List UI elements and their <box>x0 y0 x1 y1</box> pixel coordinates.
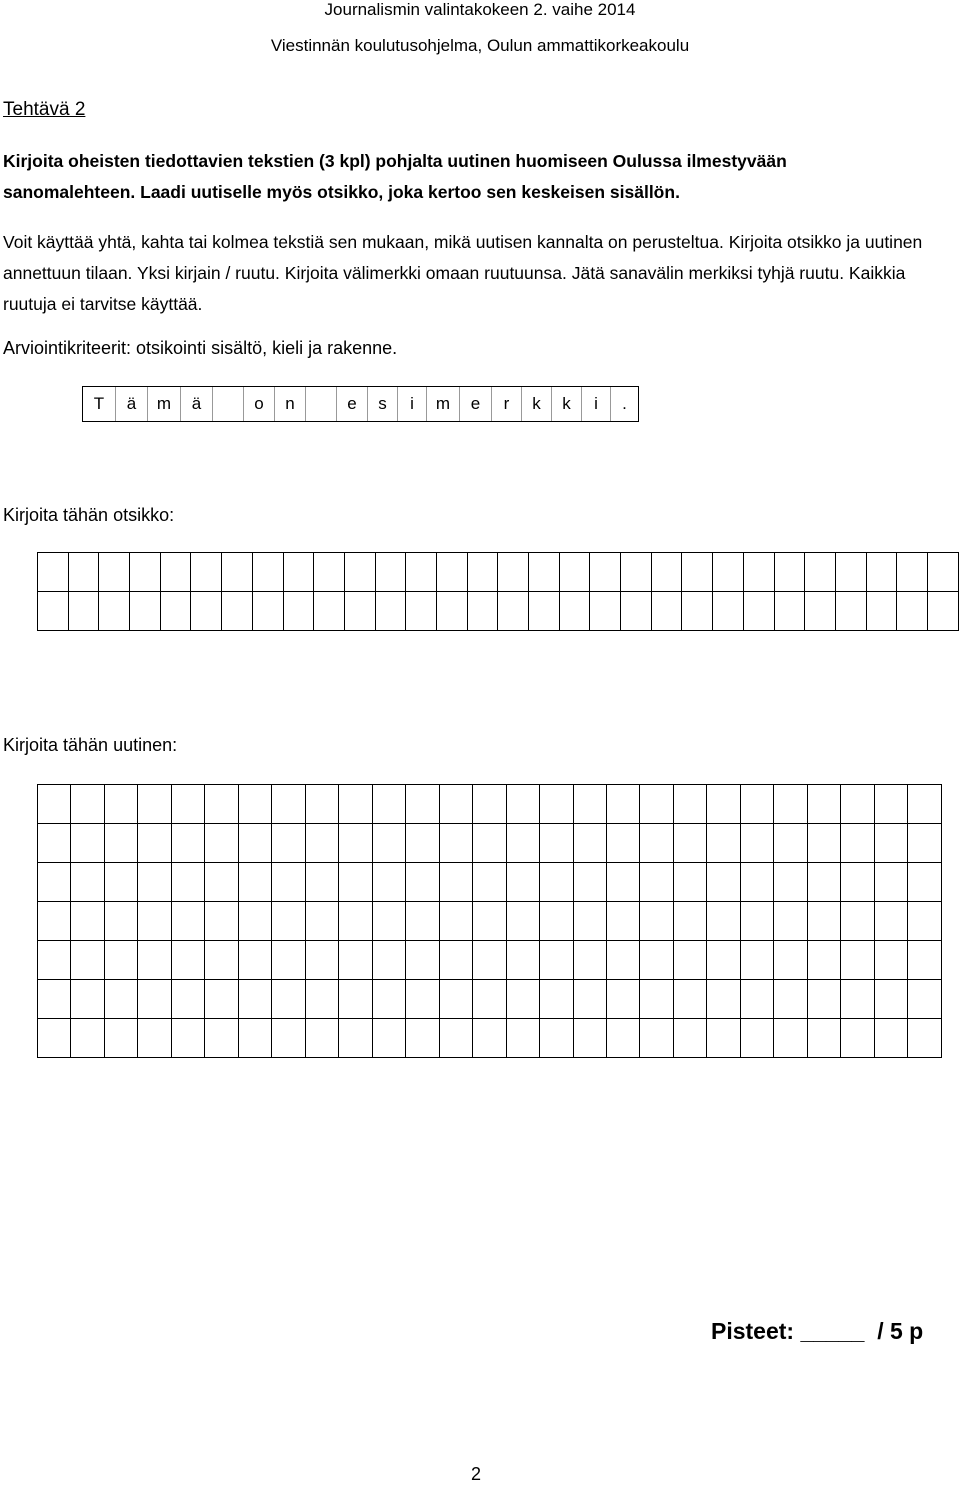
grid-cell[interactable] <box>897 592 928 631</box>
grid-cell[interactable] <box>344 553 375 592</box>
grid-cell[interactable] <box>38 824 71 863</box>
grid-cell[interactable] <box>673 863 706 902</box>
grid-cell[interactable] <box>473 1019 506 1058</box>
grid-cell[interactable] <box>807 980 840 1019</box>
grid-cell[interactable] <box>272 902 305 941</box>
grid-cell[interactable] <box>874 1019 907 1058</box>
grid-cell[interactable] <box>897 553 928 592</box>
grid-cell[interactable] <box>38 553 69 592</box>
grid-cell[interactable] <box>272 1019 305 1058</box>
grid-cell[interactable] <box>529 553 560 592</box>
grid-cell[interactable] <box>205 902 238 941</box>
example-cell: m <box>147 387 180 421</box>
grid-cell[interactable] <box>439 863 472 902</box>
grid-cell[interactable] <box>439 824 472 863</box>
grid-cell[interactable] <box>707 902 740 941</box>
grid-cell[interactable] <box>436 553 467 592</box>
grid-row <box>38 824 942 863</box>
grid-cell[interactable] <box>68 553 99 592</box>
grid-cell[interactable] <box>439 941 472 980</box>
grid-cell[interactable] <box>375 553 406 592</box>
grid-cell[interactable] <box>774 980 807 1019</box>
grid-cell[interactable] <box>673 824 706 863</box>
example-cell: T <box>82 387 115 421</box>
grid-cell[interactable] <box>305 980 338 1019</box>
grid-cell[interactable] <box>874 941 907 980</box>
grid-cell[interactable] <box>606 863 639 902</box>
task-guidelines: Voit käyttää yhtä, kahta tai kolmea tekstiä sen mukaan, mikä uutisen kannalta on perusteltua. Kirjoita otsikko ja uutinen annettuun tilaan. Yksi kirjain / ruutu. Kirjoita välimerkki omaan ruutuunsa. Jätä sanavälin merkiksi tyhjä ruutu. Kaikkia ruutuja ei tarvitse käyttää. <box>3 232 923 314</box>
example-cell: o <box>243 387 274 421</box>
grid-cell[interactable] <box>305 941 338 980</box>
grid-cell[interactable] <box>573 824 606 863</box>
grid-cell[interactable] <box>841 1019 874 1058</box>
grid-cell[interactable] <box>651 553 682 592</box>
grid-cell[interactable] <box>640 1019 673 1058</box>
grid-cell[interactable] <box>406 941 439 980</box>
grid-cell[interactable] <box>540 863 573 902</box>
grid-cell[interactable] <box>740 941 773 980</box>
grid-cell[interactable] <box>506 785 539 824</box>
grid-cell[interactable] <box>238 863 271 902</box>
grid-row <box>38 941 942 980</box>
grid-cell[interactable] <box>473 863 506 902</box>
grid-cell[interactable] <box>138 980 171 1019</box>
grid-cell[interactable] <box>506 902 539 941</box>
grid-cell[interactable] <box>707 941 740 980</box>
grid-cell[interactable] <box>104 863 137 902</box>
grid-cell[interactable] <box>238 902 271 941</box>
grid-cell[interactable] <box>590 592 621 631</box>
grid-row <box>38 592 959 631</box>
grid-cell[interactable] <box>71 785 104 824</box>
grid-cell[interactable] <box>506 824 539 863</box>
grid-cell[interactable] <box>372 980 405 1019</box>
grid-cell[interactable] <box>498 592 529 631</box>
grid-cell[interactable] <box>573 980 606 1019</box>
grid-cell[interactable] <box>807 1019 840 1058</box>
grid-cell[interactable] <box>540 1019 573 1058</box>
grid-cell[interactable] <box>606 824 639 863</box>
grid-cell[interactable] <box>573 863 606 902</box>
grid-cell[interactable] <box>339 785 372 824</box>
grid-cell[interactable] <box>908 902 942 941</box>
grid-cell[interactable] <box>283 553 314 592</box>
grid-cell[interactable] <box>171 785 204 824</box>
grid-cell[interactable] <box>372 824 405 863</box>
title-writing-grid <box>37 552 959 631</box>
example-cell: i <box>581 387 610 421</box>
grid-cell[interactable] <box>506 941 539 980</box>
grid-cell[interactable] <box>339 941 372 980</box>
grid-cell[interactable] <box>540 980 573 1019</box>
example-cell: e <box>459 387 491 421</box>
body-section-label: Kirjoita tähän uutinen: <box>3 735 178 755</box>
grid-cell[interactable] <box>406 980 439 1019</box>
grid-cell[interactable] <box>191 592 222 631</box>
task-instruction: Kirjoita oheisten tiedottavien tekstien (3 kpl) pohjalta uutinen huomiseen Oulussa ilmestyvään sanomalehteen. Laadi uutiselle myös otsikko, joka kertoo sen keskeisen sisällön. <box>3 151 787 202</box>
grid-cell[interactable] <box>640 902 673 941</box>
grid-cell[interactable] <box>606 785 639 824</box>
grid-cell[interactable] <box>805 592 836 631</box>
grid-cell[interactable] <box>841 824 874 863</box>
grid-cell[interactable] <box>774 902 807 941</box>
grid-cell[interactable] <box>171 941 204 980</box>
grid-cell[interactable] <box>682 592 713 631</box>
grid-cell[interactable] <box>774 941 807 980</box>
grid-cell[interactable] <box>439 980 472 1019</box>
grid-cell[interactable] <box>205 785 238 824</box>
grid-cell[interactable] <box>439 902 472 941</box>
grid-cell[interactable] <box>908 1019 942 1058</box>
grid-cell[interactable] <box>908 785 942 824</box>
task-title: Tehtävä 2 <box>3 99 86 120</box>
grid-cell[interactable] <box>238 980 271 1019</box>
grid-cell[interactable] <box>238 785 271 824</box>
grid-cell[interactable] <box>71 1019 104 1058</box>
grid-cell[interactable] <box>272 941 305 980</box>
grid-cell[interactable] <box>707 980 740 1019</box>
grid-cell[interactable] <box>841 785 874 824</box>
grid-cell[interactable] <box>473 785 506 824</box>
grid-cell[interactable] <box>473 824 506 863</box>
grid-cell[interactable] <box>841 941 874 980</box>
grid-cell[interactable] <box>640 785 673 824</box>
grid-cell[interactable] <box>467 553 498 592</box>
grid-cell[interactable] <box>406 902 439 941</box>
grid-cell[interactable] <box>104 785 137 824</box>
grid-cell[interactable] <box>807 863 840 902</box>
example-cell <box>212 387 243 421</box>
grid-cell[interactable] <box>406 863 439 902</box>
grid-cell[interactable] <box>866 553 897 592</box>
grid-cell[interactable] <box>707 863 740 902</box>
grid-cell[interactable] <box>743 553 774 592</box>
grid-cell[interactable] <box>238 941 271 980</box>
grid-cell[interactable] <box>506 863 539 902</box>
example-cell: ä <box>115 387 147 421</box>
grid-cell[interactable] <box>908 863 942 902</box>
grid-cell[interactable] <box>874 824 907 863</box>
grid-cell[interactable] <box>473 941 506 980</box>
grid-cell[interactable] <box>71 980 104 1019</box>
grid-cell[interactable] <box>740 863 773 902</box>
grid-cell[interactable] <box>406 553 437 592</box>
grid-cell[interactable] <box>807 902 840 941</box>
grid-cell[interactable] <box>372 1019 405 1058</box>
grid-cell[interactable] <box>339 863 372 902</box>
grid-row <box>38 553 959 592</box>
grid-cell[interactable] <box>807 941 840 980</box>
grid-cell[interactable] <box>640 980 673 1019</box>
grid-cell[interactable] <box>305 863 338 902</box>
grid-cell[interactable] <box>774 553 805 592</box>
grid-cell[interactable] <box>908 980 942 1019</box>
grid-cell[interactable] <box>406 1019 439 1058</box>
grid-cell[interactable] <box>372 863 405 902</box>
example-cell: r <box>491 387 521 421</box>
grid-cell[interactable] <box>160 553 191 592</box>
grid-cell[interactable] <box>38 902 71 941</box>
grid-cell[interactable] <box>406 592 437 631</box>
grid-cell[interactable] <box>606 902 639 941</box>
grid-cell[interactable] <box>673 785 706 824</box>
grid-cell[interactable] <box>71 863 104 902</box>
grid-cell[interactable] <box>835 553 866 592</box>
grid-cell[interactable] <box>38 941 71 980</box>
example-cell: i <box>397 387 426 421</box>
grid-cell[interactable] <box>707 1019 740 1058</box>
example-cell: ä <box>180 387 212 421</box>
grid-cell[interactable] <box>344 592 375 631</box>
grid-cell[interactable] <box>707 785 740 824</box>
grid-cell[interactable] <box>606 941 639 980</box>
grid-cell[interactable] <box>606 1019 639 1058</box>
grid-cell[interactable] <box>38 785 71 824</box>
grid-cell[interactable] <box>573 785 606 824</box>
grid-cell[interactable] <box>406 824 439 863</box>
grid-cell[interactable] <box>339 980 372 1019</box>
grid-cell[interactable] <box>682 553 713 592</box>
grid-cell[interactable] <box>874 980 907 1019</box>
grid-row <box>38 785 942 824</box>
grid-cell[interactable] <box>305 824 338 863</box>
example-letter-row <box>82 386 639 422</box>
grid-cell[interactable] <box>339 824 372 863</box>
grid-cell[interactable] <box>71 941 104 980</box>
grid-cell[interactable] <box>272 863 305 902</box>
grid-cell[interactable] <box>606 980 639 1019</box>
example-cell: n <box>274 387 305 421</box>
grid-cell[interactable] <box>807 824 840 863</box>
grid-cell[interactable] <box>590 553 621 592</box>
grid-cell[interactable] <box>529 592 560 631</box>
grid-cell[interactable] <box>138 785 171 824</box>
grid-cell[interactable] <box>171 902 204 941</box>
grid-cell[interactable] <box>38 980 71 1019</box>
title-section-label: Kirjoita tähän otsikko: <box>3 505 175 525</box>
grid-row <box>38 863 942 902</box>
grid-cell[interactable] <box>205 1019 238 1058</box>
header-program-name: Viestinnän koulutusohjelma, Oulun ammattikorkeakoulu <box>270 36 690 55</box>
grid-cell[interactable] <box>99 553 130 592</box>
grid-cell[interactable] <box>740 824 773 863</box>
grid-cell[interactable] <box>283 592 314 631</box>
grid-cell[interactable] <box>38 863 71 902</box>
grid-cell[interactable] <box>506 980 539 1019</box>
body-writing-grid <box>37 784 942 1058</box>
grid-cell[interactable] <box>774 592 805 631</box>
grid-cell[interactable] <box>205 980 238 1019</box>
grid-cell[interactable] <box>807 785 840 824</box>
grid-cell[interactable] <box>841 902 874 941</box>
grid-cell[interactable] <box>138 824 171 863</box>
grid-cell[interactable] <box>191 553 222 592</box>
grid-cell[interactable] <box>104 941 137 980</box>
grid-cell[interactable] <box>439 785 472 824</box>
grid-cell[interactable] <box>160 592 191 631</box>
grid-row <box>38 902 942 941</box>
grid-cell[interactable] <box>651 592 682 631</box>
grid-cell[interactable] <box>252 553 283 592</box>
grid-cell[interactable] <box>774 1019 807 1058</box>
grid-cell[interactable] <box>740 1019 773 1058</box>
grid-cell[interactable] <box>740 902 773 941</box>
grid-cell[interactable] <box>104 824 137 863</box>
grid-cell[interactable] <box>375 592 406 631</box>
grid-cell[interactable] <box>71 824 104 863</box>
grid-cell[interactable] <box>540 785 573 824</box>
grid-cell[interactable] <box>171 980 204 1019</box>
grid-cell[interactable] <box>874 863 907 902</box>
grid-cell[interactable] <box>673 902 706 941</box>
grid-cell[interactable] <box>138 941 171 980</box>
grid-cell[interactable] <box>272 980 305 1019</box>
grid-cell[interactable] <box>467 592 498 631</box>
grid-cell[interactable] <box>908 941 942 980</box>
grid-cell[interactable] <box>238 824 271 863</box>
grid-cell[interactable] <box>305 785 338 824</box>
grid-cell[interactable] <box>104 902 137 941</box>
grid-cell[interactable] <box>473 902 506 941</box>
grid-cell[interactable] <box>272 824 305 863</box>
grid-cell[interactable] <box>339 1019 372 1058</box>
grid-cell[interactable] <box>205 863 238 902</box>
grid-cell[interactable] <box>743 592 774 631</box>
grid-cell[interactable] <box>99 592 130 631</box>
header-exam-title: Journalismin valintakokeen 2. vaihe 2014 <box>324 0 636 19</box>
example-cell: k <box>551 387 581 421</box>
grid-cell[interactable] <box>713 553 744 592</box>
grid-cell[interactable] <box>305 902 338 941</box>
grid-cell[interactable] <box>640 863 673 902</box>
grid-cell[interactable] <box>841 980 874 1019</box>
grid-cell[interactable] <box>713 592 744 631</box>
grid-cell[interactable] <box>222 553 253 592</box>
grid-cell[interactable] <box>339 902 372 941</box>
grid-cell[interactable] <box>130 553 161 592</box>
grid-cell[interactable] <box>707 824 740 863</box>
grid-cell[interactable] <box>673 1019 706 1058</box>
grid-cell[interactable] <box>406 785 439 824</box>
grid-cell[interactable] <box>38 592 69 631</box>
grid-row <box>38 980 942 1019</box>
grid-cell[interactable] <box>805 553 836 592</box>
grid-cell[interactable] <box>314 592 345 631</box>
grid-cell[interactable] <box>305 1019 338 1058</box>
grid-cell[interactable] <box>866 592 897 631</box>
grid-cell[interactable] <box>252 592 283 631</box>
grid-cell[interactable] <box>498 553 529 592</box>
grid-cell[interactable] <box>68 592 99 631</box>
grid-row <box>38 1019 942 1058</box>
grid-cell[interactable] <box>927 553 958 592</box>
grid-cell[interactable] <box>774 863 807 902</box>
grid-cell[interactable] <box>621 553 652 592</box>
grid-cell[interactable] <box>673 980 706 1019</box>
grid-cell[interactable] <box>238 1019 271 1058</box>
grid-cell[interactable] <box>841 863 874 902</box>
grid-cell[interactable] <box>673 941 706 980</box>
grid-cell[interactable] <box>372 902 405 941</box>
grid-cell[interactable] <box>439 1019 472 1058</box>
grid-cell[interactable] <box>774 824 807 863</box>
grid-cell[interactable] <box>927 592 958 631</box>
grid-cell[interactable] <box>314 553 345 592</box>
example-cell: e <box>336 387 367 421</box>
grid-cell[interactable] <box>874 902 907 941</box>
grid-cell[interactable] <box>138 863 171 902</box>
grid-cell[interactable] <box>774 785 807 824</box>
grid-cell[interactable] <box>640 941 673 980</box>
grid-cell[interactable] <box>205 941 238 980</box>
grid-cell[interactable] <box>38 1019 71 1058</box>
example-cell: m <box>426 387 459 421</box>
grid-cell[interactable] <box>506 1019 539 1058</box>
grid-cell[interactable] <box>621 592 652 631</box>
grid-cell[interactable] <box>372 785 405 824</box>
grid-cell[interactable] <box>540 902 573 941</box>
grid-cell[interactable] <box>272 785 305 824</box>
grid-cell[interactable] <box>205 824 238 863</box>
grid-cell[interactable] <box>573 1019 606 1058</box>
grid-cell[interactable] <box>130 592 161 631</box>
grid-cell[interactable] <box>104 1019 137 1058</box>
grid-cell[interactable] <box>559 553 590 592</box>
grid-cell[interactable] <box>540 941 573 980</box>
grid-cell[interactable] <box>573 902 606 941</box>
score-line: Pisteet: _____ / 5 p <box>711 1318 924 1344</box>
grid-cell[interactable] <box>171 824 204 863</box>
grid-cell[interactable] <box>436 592 467 631</box>
grid-cell[interactable] <box>138 1019 171 1058</box>
grid-cell[interactable] <box>222 592 253 631</box>
example-cell: s <box>367 387 397 421</box>
grid-cell[interactable] <box>874 785 907 824</box>
grid-cell[interactable] <box>171 1019 204 1058</box>
example-cell: . <box>610 387 639 421</box>
grid-cell[interactable] <box>473 980 506 1019</box>
grid-cell[interactable] <box>559 592 590 631</box>
assessment-criteria: Arviointikriteerit: otsikointi sisältö, kieli ja rakenne. <box>3 338 398 358</box>
grid-cell[interactable] <box>372 941 405 980</box>
grid-cell[interactable] <box>908 824 942 863</box>
grid-cell[interactable] <box>540 824 573 863</box>
grid-cell[interactable] <box>171 863 204 902</box>
grid-cell[interactable] <box>71 902 104 941</box>
grid-cell[interactable] <box>138 902 171 941</box>
example-cell: k <box>521 387 551 421</box>
grid-cell[interactable] <box>740 785 773 824</box>
grid-cell[interactable] <box>640 824 673 863</box>
example-cell <box>305 387 336 421</box>
grid-cell[interactable] <box>835 592 866 631</box>
grid-cell[interactable] <box>740 980 773 1019</box>
grid-cell[interactable] <box>104 980 137 1019</box>
grid-cell[interactable] <box>573 941 606 980</box>
page-number: 2 <box>470 1464 481 1484</box>
